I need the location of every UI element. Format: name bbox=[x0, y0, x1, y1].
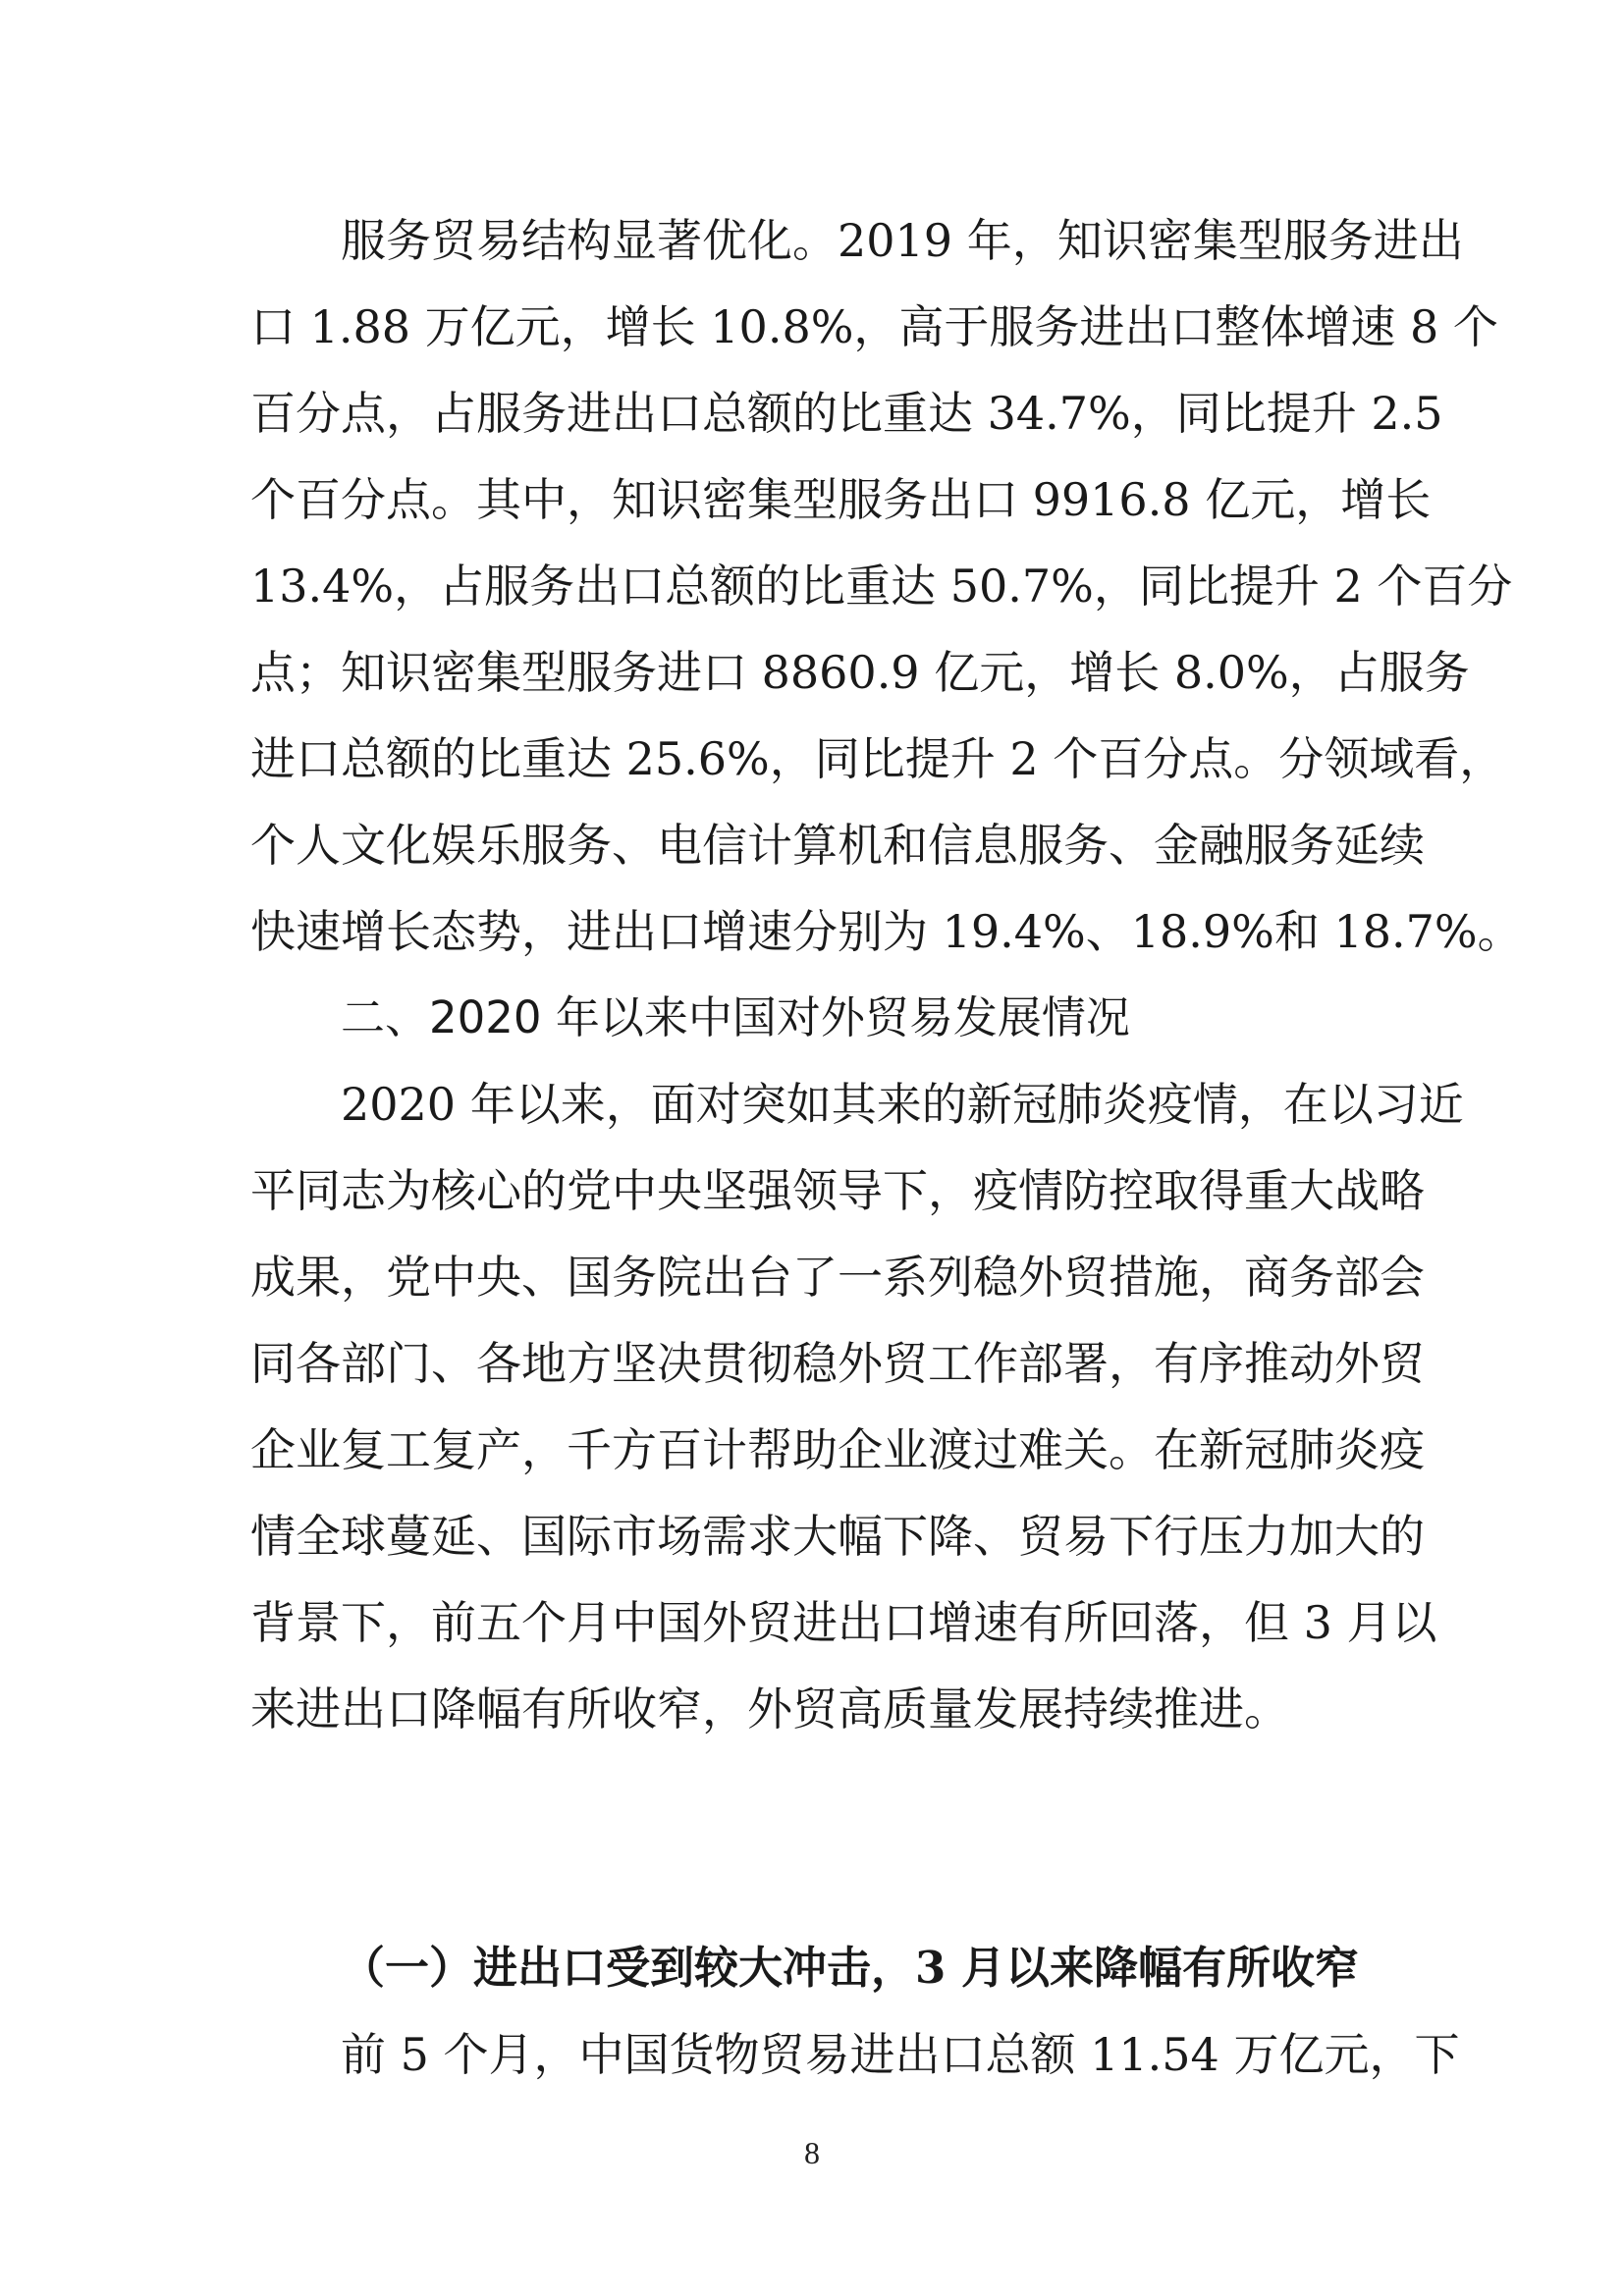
paragraph-line: 背景下，前五个月中国外贸进出口增速有所回落，但 3 月以 bbox=[250, 1596, 1437, 1649]
paragraph-line: 口 1.88 万亿元，增长 10.8%，高于服务进出口整体增速 8 个 bbox=[250, 300, 1498, 353]
paragraph-line: 点；知识密集型服务进口 8860.9 亿元，增长 8.0%，占服务 bbox=[250, 646, 1470, 699]
page-body bbox=[250, 208, 1523, 2109]
paragraph-line: 企业复工复产，千方百计帮助企业渡过难关。在新冠肺炎疫 bbox=[250, 1423, 1425, 1476]
paragraph-line: 快速增长态势，进出口增速分别为 19.4%、18.9%和 18.7%。 bbox=[250, 905, 1523, 958]
paragraph-line: 同各部门、各地方坚决贯彻稳外贸工作部署，有序推动外贸 bbox=[250, 1337, 1425, 1390]
section-heading: 二、2020 年以来中国对外贸易发展情况 bbox=[341, 991, 1130, 1043]
page-number: 8 bbox=[804, 2135, 820, 2170]
subsection-heading: （一）进出口受到较大冲击，3 月以来降幅有所收窄 bbox=[341, 1942, 1359, 1994]
paragraph-line: 个人文化娱乐服务、电信计算机和信息服务、金融服务延续 bbox=[250, 819, 1425, 872]
paragraph-line: 平同志为核心的党中央坚强领导下，疫情防控取得重大战略 bbox=[250, 1164, 1425, 1217]
paragraph-line: 前 5 个月，中国货物贸易进出口总额 11.54 万亿元，下 bbox=[341, 2028, 1460, 2081]
paragraph-line: 个百分点。其中，知识密集型服务出口 9916.8 亿元，增长 bbox=[250, 473, 1432, 526]
paragraph-line: 2020 年以来，面对突如其来的新冠肺炎疫情，在以习近 bbox=[341, 1078, 1464, 1131]
paragraph-line: 成果，党中央、国务院出台了一系列稳外贸措施，商务部会 bbox=[250, 1251, 1425, 1304]
paragraph-line: 13.4%，占服务出口总额的比重达 50.7%，同比提升 2 个百分 bbox=[250, 560, 1513, 613]
paragraph-line: 服务贸易结构显著优化。2019 年，知识密集型服务进出 bbox=[341, 214, 1464, 267]
paragraph-line: 情全球蔓延、国际市场需求大幅下降、贸易下行压力加大的 bbox=[250, 1510, 1425, 1563]
paragraph-line: 百分点，占服务进出口总额的比重达 34.7%，同比提升 2.5 bbox=[250, 387, 1443, 440]
section-gap bbox=[250, 1763, 1387, 1936]
paragraph-line: 进口总额的比重达 25.6%，同比提升 2 个百分点。分领域看， bbox=[250, 732, 1505, 785]
paragraph-line: 来进出口降幅有所收窄，外贸高质量发展持续推进。 bbox=[250, 1682, 1289, 1735]
